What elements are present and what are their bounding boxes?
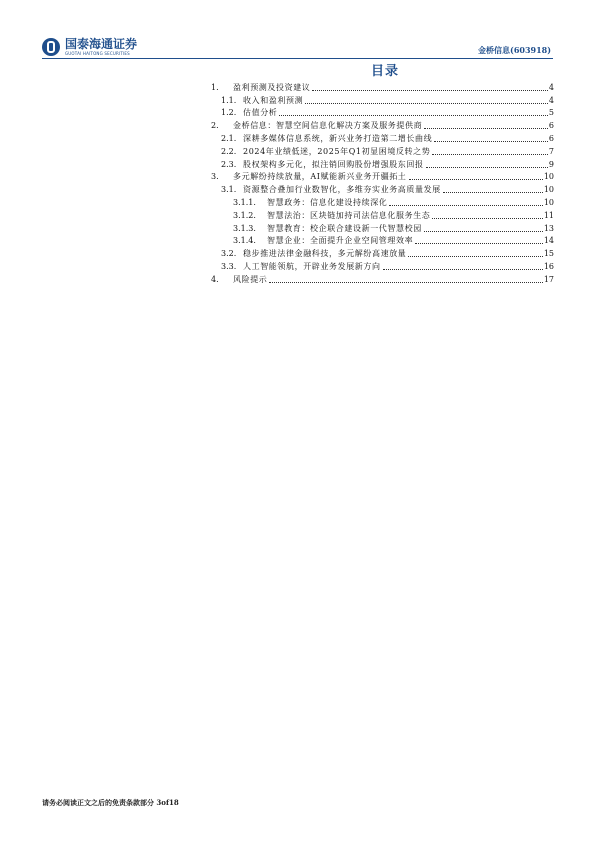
- toc-entry[interactable]: [211, 106, 554, 119]
- toc-page: 17: [543, 274, 554, 284]
- toc-page: 6: [548, 121, 554, 131]
- page-footer: 请务必阅读正文之后的免责条款部分 3of18: [42, 798, 179, 807]
- toc-text: 多元解纷持续放量，AI赋能新兴业务开疆拓土: [233, 172, 407, 182]
- toc-number: 2.: [211, 121, 219, 131]
- toc-text: 股权架构多元化，拟注销回购股份增强股东回报: [243, 159, 424, 169]
- toc-text: 收入和盈利预测: [243, 95, 304, 105]
- logo-emblem-icon: [42, 38, 60, 56]
- logo-name: 国泰海通证券: [65, 37, 138, 51]
- toc-leader: [432, 218, 542, 219]
- toc-number: 1.1.: [221, 95, 237, 105]
- toc-entry[interactable]: [211, 221, 554, 234]
- toc-entry[interactable]: [211, 93, 554, 106]
- toc-leader: [415, 243, 543, 244]
- toc-leader: [443, 192, 543, 193]
- toc-number: 4.: [211, 274, 219, 284]
- toc-page: 13: [543, 223, 554, 233]
- toc-text: 智慧企业：全面提升企业空间管理效率: [267, 236, 414, 246]
- toc-leader: [408, 256, 542, 257]
- toc-text: 资源整合叠加行业数智化，多维夯实业务高质量发展: [243, 185, 441, 195]
- header-divider: [42, 58, 553, 59]
- toc-entry[interactable]: [211, 195, 554, 208]
- toc-page: 11: [543, 210, 554, 220]
- toc-entry[interactable]: [211, 272, 554, 285]
- toc-page: 6: [548, 133, 554, 143]
- toc-page: 5: [548, 108, 554, 118]
- toc-entry[interactable]: [211, 80, 554, 93]
- toc-number: 3.1.4.: [233, 236, 256, 246]
- toc-number: 3.1.: [221, 185, 237, 195]
- toc-number: 3.1.2.: [233, 210, 256, 220]
- toc-page: 7: [548, 146, 554, 156]
- toc-number: 1.2.: [221, 108, 237, 118]
- toc-page: 9: [548, 159, 554, 169]
- company-logo: [42, 37, 162, 59]
- toc-page: 14: [543, 236, 554, 246]
- company-ticker: 金桥信息(603918): [478, 45, 551, 55]
- toc-entry[interactable]: [211, 182, 554, 195]
- toc-number: 3.1.3.: [233, 223, 256, 233]
- toc-page: 10: [543, 172, 554, 182]
- toc-entry[interactable]: [211, 208, 554, 221]
- toc-text: 稳步推进法律金融科技，多元解纷高速放量: [243, 249, 407, 259]
- toc-text: 金桥信息：智慧空间信息化解决方案及服务提供商: [233, 121, 423, 131]
- toc-leader: [434, 141, 548, 142]
- toc-leader: [279, 115, 548, 116]
- toc-leader: [432, 154, 548, 155]
- toc-page: 16: [543, 261, 554, 271]
- toc-leader: [305, 103, 548, 104]
- toc-text: 深耕多媒体信息系统，新兴业务打造第二增长曲线: [243, 133, 433, 143]
- toc-number: 1.: [211, 82, 219, 92]
- toc-leader: [269, 282, 542, 283]
- toc-number: 2.2.: [221, 146, 237, 156]
- toc-text: 人工智能领航，开辟业务发展新方向: [243, 261, 381, 271]
- toc-leader: [389, 205, 542, 206]
- toc-entry[interactable]: [211, 170, 554, 183]
- toc-text: 智慧法治：区块链加持司法信息化服务生态: [267, 210, 431, 220]
- toc-number: 3.1.1.: [233, 197, 256, 207]
- toc-page: 10: [543, 185, 554, 195]
- toc-number: 3.2.: [221, 249, 237, 259]
- page-header: [0, 0, 595, 62]
- toc-page: 4: [548, 95, 554, 105]
- toc-leader: [424, 231, 543, 232]
- toc-entry[interactable]: [211, 131, 554, 144]
- toc-text: 智慧教育：校企联合建设新一代智慧校园: [267, 223, 422, 233]
- toc-entry[interactable]: [211, 246, 554, 259]
- toc-entry[interactable]: [211, 234, 554, 247]
- toc-leader: [312, 90, 548, 91]
- toc-text: 智慧政务：信息化建设持续深化: [267, 197, 388, 207]
- toc-entry[interactable]: [211, 157, 554, 170]
- toc-number: 2.3.: [221, 159, 237, 169]
- toc-text: 2024年业绩低迷，2025年Q1初显困境反转之势: [243, 146, 431, 156]
- toc-title: 目录: [370, 64, 399, 79]
- logo-subtitle: GUOTAI HAITONG SECURITIES: [65, 51, 130, 56]
- toc-page: 4: [548, 82, 554, 92]
- toc-entry[interactable]: [211, 259, 554, 272]
- toc-page: 10: [543, 197, 554, 207]
- toc-number: 3.: [211, 172, 219, 182]
- toc-entry[interactable]: [211, 144, 554, 157]
- toc-text: 盈利预测及投资建议: [233, 82, 311, 92]
- toc-leader: [383, 269, 543, 270]
- toc-text: 风险提示: [233, 274, 268, 284]
- toc-entry[interactable]: [211, 118, 554, 131]
- toc-number: 2.1.: [221, 133, 237, 143]
- toc-text: 估值分析: [243, 108, 278, 118]
- toc-page: 15: [543, 249, 554, 259]
- toc-leader: [426, 167, 548, 168]
- toc-leader: [424, 128, 548, 129]
- toc-leader: [409, 179, 543, 180]
- table-of-contents: [211, 80, 554, 285]
- toc-number: 3.3.: [221, 261, 237, 271]
